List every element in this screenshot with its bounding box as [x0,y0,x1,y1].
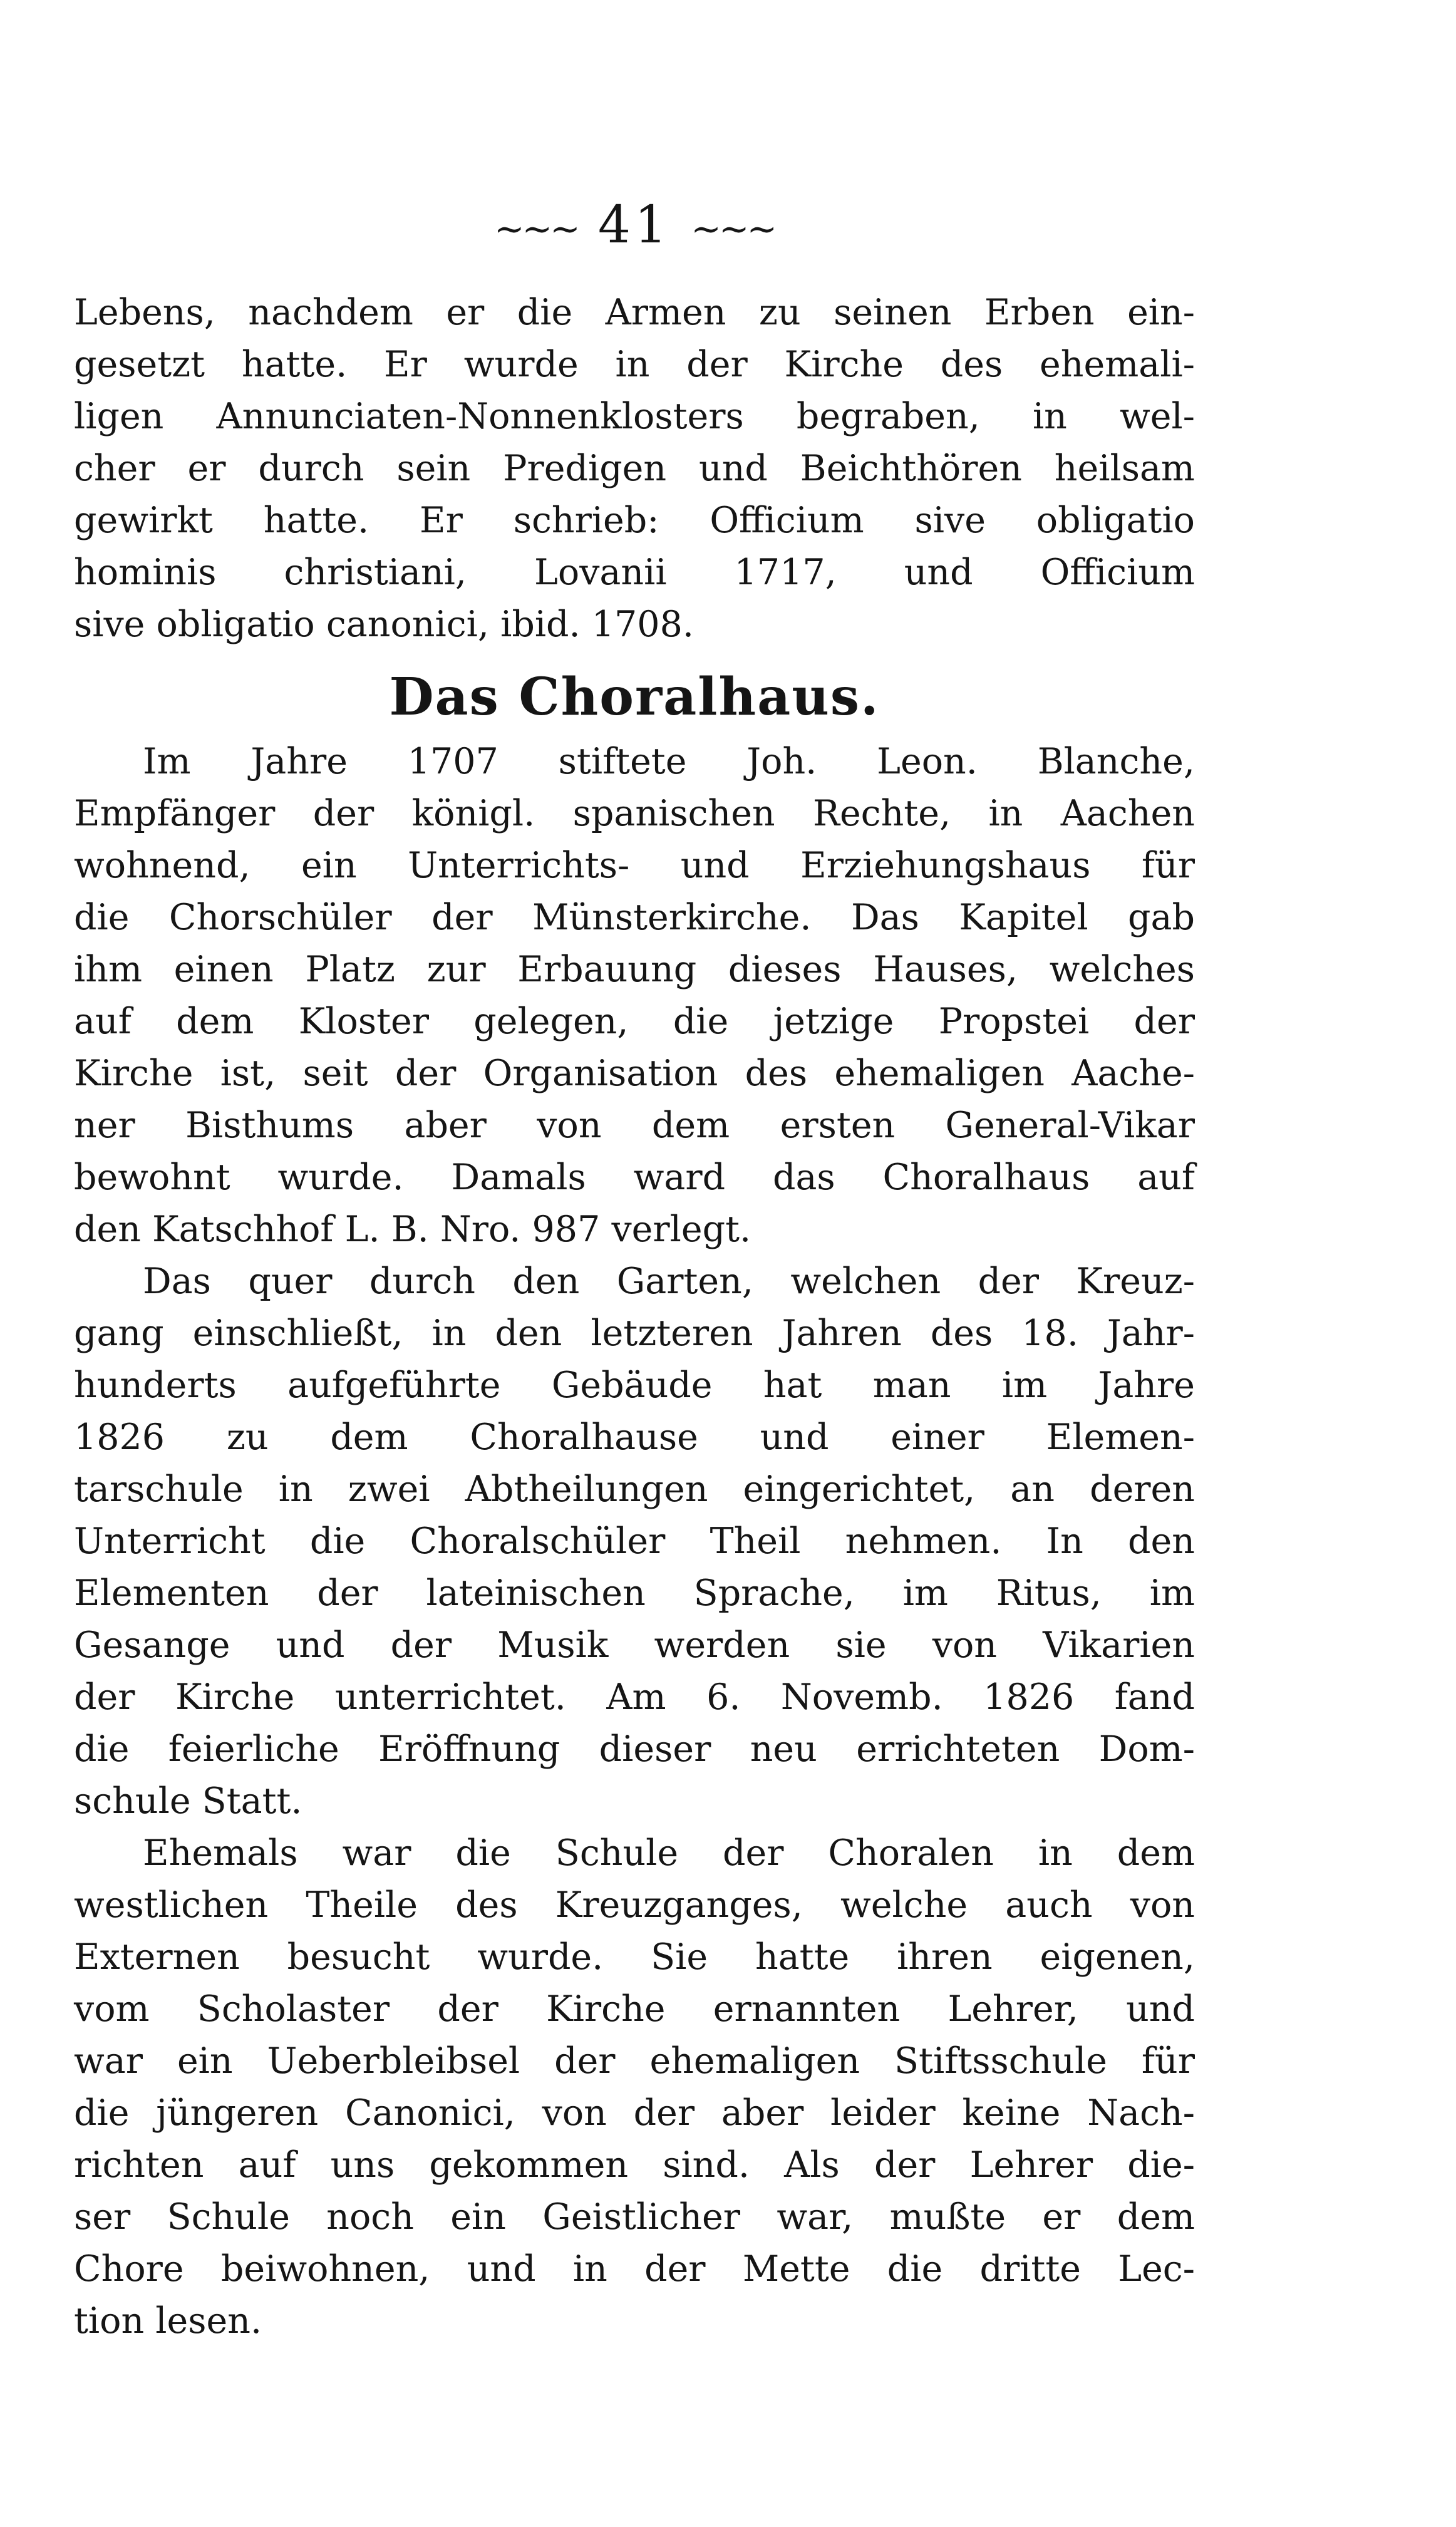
text-line: auf dem Kloster gelegen, die jetzige Propstei der [74,1001,1195,1042]
text-line: die jüngeren Canonici, von der aber leider keine Nach- [74,2092,1195,2134]
text-line: bewohnt wurde. Damals ward das Choralhaus auf [74,1157,1195,1198]
text-line: Gesange und der Musik werden sie von Vikarien [74,1625,1195,1666]
text-line: Kirche ist, seit der Organisation des ehemaligen Aache- [74,1053,1195,1094]
text-line: die Chorschüler der Münsterkirche. Das Kapitel gab [74,897,1195,938]
text-line: Externen besucht wurde. Sie hatte ihren eigenen, [74,1936,1195,1978]
text-line: vom Scholaster der Kirche ernannten Lehrer, und [74,1988,1195,2030]
text-line: ner Bisthums aber von dem ersten General-Vikar [74,1105,1195,1146]
text-line: sive obligatio canonici, ibid. 1708. [74,604,694,645]
text-line: Chore beiwohnen, und in der Mette die dritte Lec- [74,2248,1195,2290]
text-line: Das quer durch den Garten, welchen der Kreuz- [143,1261,1195,1302]
ornament-right: ~~~ [691,207,775,251]
text-line: 1826 zu dem Choralhause und einer Elemen- [74,1417,1195,1458]
page-number: 41 [597,195,671,255]
ornament-left: ~~~ [493,207,578,251]
text-line: schule Statt. [74,1780,302,1822]
text-line: tion lesen. [74,2300,262,2342]
text-line: war ein Ueberbleibsel der ehemaligen Stiftsschule für [74,2040,1195,2082]
text-line: gesetzt hatte. Er wurde in der Kirche des ehemali- [74,344,1195,385]
text-line: der Kirche unterrichtet. Am 6. Novemb. 1826 fand [74,1677,1195,1718]
page-text [74,287,1195,2347]
text-line: ihm einen Platz zur Erbauung dieses Hauses, welches [74,949,1195,990]
text-line: Ehemals war die Schule der Choralen in dem [143,1832,1195,1874]
text-line: gang einschließt, in den letzteren Jahren des 18. Jahr- [74,1313,1195,1354]
text-line: Unterricht die Choralschüler Theil nehmen. In den [74,1521,1195,1562]
text-line: ligen Annunciaten-Nonnenklosters begraben, in wel- [74,396,1195,437]
text-line: cher er durch sein Predigen und Beichthören heilsam [74,448,1195,489]
text-line: gewirkt hatte. Er schrieb: Officium sive obligatio [74,500,1195,541]
text-line: Lebens, nachdem er die Armen zu seinen Erben ein- [74,292,1195,333]
text-line: den Katschhof L. B. Nro. 987 verlegt. [74,1209,751,1250]
text-line: Elementen der lateinischen Sprache, im Ritus, im [74,1573,1195,1614]
text-line: hominis christiani, Lovanii 1717, und Officium [74,552,1195,593]
text-line: richten auf uns gekommen sind. Als der Lehrer die- [74,2144,1195,2186]
text-line: die feierliche Eröffnung dieser neu errichteten Dom- [74,1729,1195,1770]
text-line: Empfänger der königl. spanischen Rechte, in Aachen [74,793,1195,834]
text-line: ser Schule noch ein Geistlicher war, mußte er dem [74,2196,1195,2238]
page-number-header [74,194,1195,261]
text-line: westlichen Theile des Kreuzganges, welche auch von [74,1884,1195,1926]
text-line: Im Jahre 1707 stiftete Joh. Leon. Blanche, [143,741,1195,782]
text-line: wohnend, ein Unterrichts- und Erziehungshaus für [74,845,1195,886]
text-line: tarschule in zwei Abtheilungen eingerichtet, an deren [74,1469,1195,1510]
section-heading: Das Choralhaus. [389,667,880,727]
text-line: hunderts aufgeführte Gebäude hat man im Jahre [74,1365,1195,1406]
